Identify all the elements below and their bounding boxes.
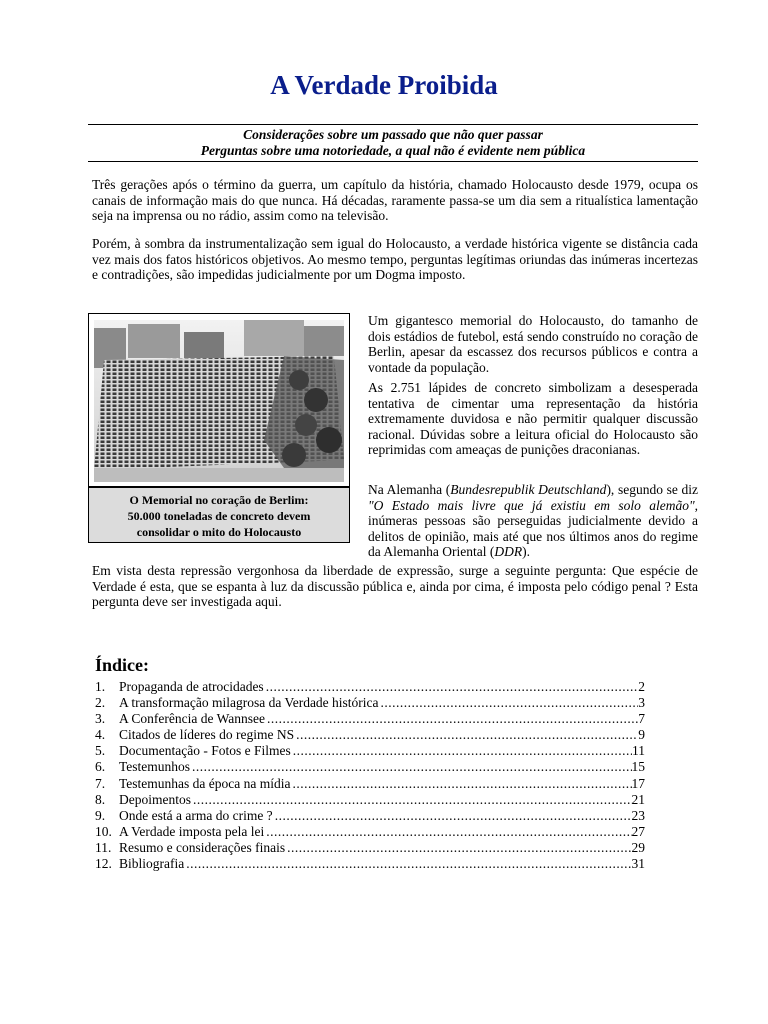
toc-item-page: 3 bbox=[638, 695, 645, 711]
intro-paragraph-2: Porém, à sombra da instrumentalização sem igual do Holocausto, a verdade histórica vigente se distância cada vez mais dos fatos históricos objetivos. Ao mesmo tempo, perguntas legítimas oriundas das inúmeras incertezas e contradições, são impedidas judicialmente por um Dogma imposto. bbox=[92, 236, 698, 282]
toc-item[interactable] bbox=[95, 856, 645, 872]
toc-item-label: Citados de líderes do regime NS bbox=[119, 727, 295, 743]
toc-item-leader bbox=[186, 856, 631, 872]
toc-item[interactable] bbox=[95, 808, 645, 824]
toc-item[interactable] bbox=[95, 759, 645, 775]
closing-paragraph: Em vista desta repressão vergonhosa da liberdade de expressão, surge a seguinte pergunta: Que espécie de Verdade é esta, que se espanta à luz da discussão pública e, ainda por cima, é imposta pelo código penal ? Esta pergunta deve ser investigada aqui. bbox=[92, 563, 698, 609]
toc-item-number: 2. bbox=[95, 695, 106, 711]
toc-item-number: 12. bbox=[95, 856, 112, 872]
toc-item[interactable] bbox=[95, 711, 645, 727]
toc-item-label: A transformação milagrosa da Verdade histórica bbox=[119, 695, 379, 711]
toc-item-leader bbox=[266, 824, 631, 840]
intro-paragraph-1: Três gerações após o término da guerra, um capítulo da história, chamado Holocausto desde 1979, ocupa os canais de informação mais do que nunca. Há décadas, raramente passa-se um dia sem a ritualística lamentação seja na imprensa ou no rádio, assim como na televisão. bbox=[92, 177, 698, 223]
toc-item-page: 17 bbox=[631, 775, 645, 791]
right-paragraph-2: As 2.751 lápides de concreto simbolizam a desesperada tentativa de cimentar uma representação da história extremamente duvidosa e não permitir qualquer discussão racional. Dúvidas sobre a leitura oficial do Holocausto são reprimidas com ameaças de punições draconianas. bbox=[368, 380, 698, 457]
toc-item-number: 11. bbox=[95, 839, 112, 855]
toc-item-page: 15 bbox=[631, 759, 645, 775]
page-title: A Verdade Proibida bbox=[270, 70, 498, 100]
toc-item[interactable] bbox=[95, 743, 645, 759]
photo-caption bbox=[88, 487, 350, 543]
toc-item[interactable] bbox=[95, 727, 645, 743]
toc-item-label: Testemunhas da época na mídia bbox=[119, 775, 291, 791]
toc-item-leader bbox=[193, 792, 632, 808]
toc-item-leader bbox=[293, 743, 632, 759]
toc-item-label: Propaganda de atrocidades bbox=[119, 679, 264, 694]
toc-item-number: 5. bbox=[95, 743, 106, 759]
toc-item[interactable] bbox=[95, 679, 645, 695]
toc-item-page: 31 bbox=[631, 856, 645, 872]
subtitle-line-2: Perguntas sobre uma notoriedade, a qual não é evidente nem pública bbox=[200, 143, 586, 158]
toc-item-number: 7. bbox=[95, 775, 106, 791]
caption-line-1: O Memorial no coração de Berlim: bbox=[129, 493, 309, 507]
toc-item-label: Testemunhos bbox=[119, 759, 191, 775]
toc-item-leader bbox=[296, 727, 638, 743]
caption-line-2: 50.000 toneladas de concreto devem bbox=[127, 509, 311, 523]
right-p3-text-e: , inúmeras pessoas são perseguidas judicialmente devido a delitos de opinião, mais até que nos últimos anos do regime da Alemanha Oriental ( bbox=[368, 497, 698, 559]
index-title: Índice: bbox=[95, 655, 149, 675]
toc-item[interactable] bbox=[95, 776, 645, 792]
right-paragraph-1: Um gigantesco memorial do Holocausto, do tamanho de dois estádios de futebol, está sendo construído no coração de Berlin, apesar da escassez dos recursos públicos e contra a vontade da população. bbox=[368, 313, 698, 375]
toc-item-page: 27 bbox=[631, 823, 645, 839]
toc-item-label: Bibliografia bbox=[119, 856, 185, 872]
toc-item-number: 10. bbox=[95, 823, 112, 839]
toc-item-page: 11 bbox=[632, 743, 645, 759]
right-p3-country: Bundesrepublik Deutschland bbox=[450, 482, 607, 497]
subtitle-line-1: Considerações sobre um passado que não quer passar bbox=[243, 127, 543, 142]
toc-item-leader bbox=[267, 711, 638, 727]
toc-item-leader bbox=[266, 679, 639, 695]
toc-item-page: 7 bbox=[638, 711, 645, 727]
caption-line-3: consolidar o mito do Holocausto bbox=[136, 525, 302, 539]
toc-item-page: 21 bbox=[631, 791, 645, 807]
right-p3-text-g: ). bbox=[522, 544, 530, 559]
toc-item[interactable] bbox=[95, 824, 645, 840]
table-of-contents bbox=[95, 679, 645, 872]
toc-item-number: 9. bbox=[95, 807, 106, 823]
toc-item-number: 6. bbox=[95, 759, 106, 775]
memorial-photo-frame bbox=[88, 313, 350, 487]
right-p3-ddr: DDR bbox=[494, 544, 523, 559]
toc-item-label: Resumo e considerações finais bbox=[119, 839, 286, 855]
toc-item-leader bbox=[275, 808, 632, 824]
toc-item-label: Onde está a arma do crime ? bbox=[119, 807, 273, 823]
toc-item-leader bbox=[293, 776, 632, 792]
toc-item-leader bbox=[287, 840, 631, 856]
top-rule bbox=[88, 124, 698, 125]
toc-item-label: A Conferência de Wannsee bbox=[119, 711, 265, 727]
memorial-photo bbox=[94, 320, 344, 482]
right-p3-text-a: Na Alemanha ( bbox=[368, 482, 451, 497]
right-paragraph-3 bbox=[368, 482, 698, 560]
toc-item[interactable] bbox=[95, 840, 645, 856]
toc-item[interactable] bbox=[95, 792, 645, 808]
right-p3-quote: "O Estado mais livre que já existiu em solo alemão" bbox=[368, 497, 695, 513]
toc-item-page: 2 bbox=[638, 679, 645, 694]
toc-item-number: 4. bbox=[95, 727, 106, 743]
toc-item-number: 8. bbox=[95, 791, 106, 807]
right-p3-text-c: ), segundo se diz bbox=[606, 482, 699, 497]
toc-item[interactable] bbox=[95, 695, 645, 711]
bottom-rule bbox=[88, 161, 698, 162]
toc-item-label: Documentação - Fotos e Filmes bbox=[119, 743, 291, 759]
toc-item-leader bbox=[192, 759, 631, 775]
toc-item-number: 3. bbox=[95, 711, 106, 727]
toc-item-number: 1. bbox=[95, 679, 106, 694]
toc-item-leader bbox=[381, 695, 639, 711]
toc-item-label: A Verdade imposta pela lei bbox=[119, 823, 265, 839]
toc-item-page: 29 bbox=[631, 839, 645, 855]
toc-item-label: Depoimentos bbox=[119, 791, 191, 807]
toc-item-page: 23 bbox=[631, 807, 645, 823]
toc-item-page: 9 bbox=[638, 727, 645, 743]
